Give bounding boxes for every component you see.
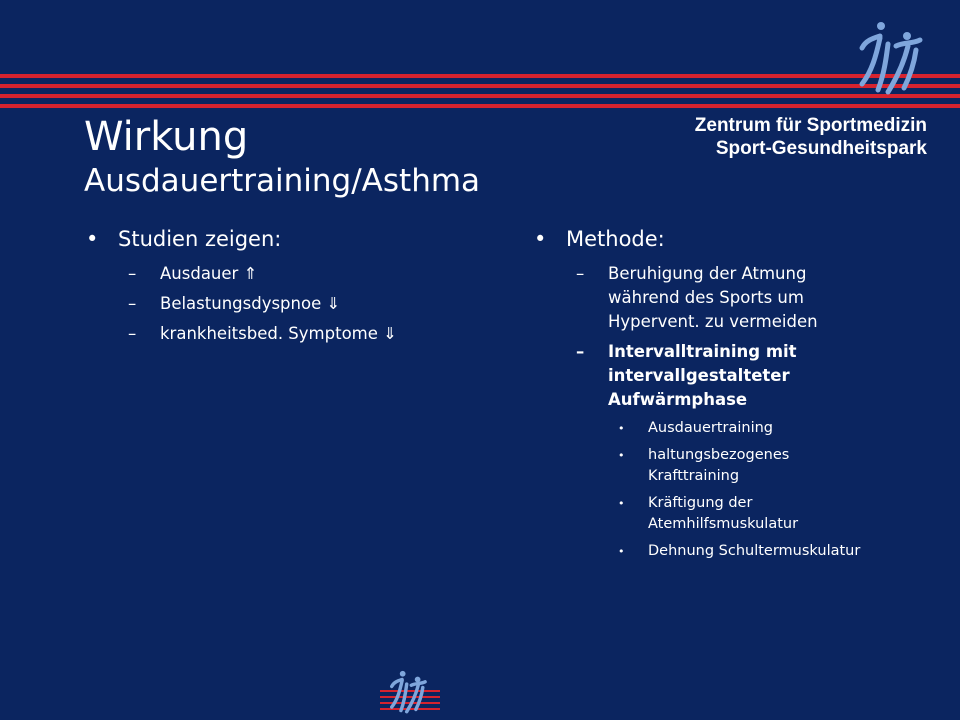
- bullet-marker: •: [618, 422, 625, 435]
- sub-sub-item-text: haltungsbezogenes Krafttraining: [648, 447, 790, 484]
- sub-item-text: krankheitsbed. Symptome ⇓: [160, 324, 397, 343]
- bullet-marker: •: [618, 545, 625, 558]
- bullet-method: [534, 226, 864, 252]
- slide-subtitle: Ausdauertraining/Asthma: [84, 163, 481, 199]
- sub-item-text: Ausdauer ⇑: [160, 264, 258, 283]
- dash-marker: –: [128, 264, 137, 283]
- bullet-text: Methode:: [566, 227, 665, 251]
- bullet-text: Studien zeigen:: [118, 227, 282, 251]
- bullet-marker: •: [534, 227, 547, 251]
- header-stripes: [0, 74, 960, 108]
- sub-item: [128, 322, 466, 346]
- org-line-1: Zentrum für Sportmedizin: [694, 115, 927, 136]
- sub-item-text: Intervalltraining mit intervallgestalteter Aufwärmphase: [608, 342, 797, 409]
- bullet-marker: •: [86, 227, 99, 251]
- sub-sub-item: [618, 493, 864, 535]
- title-block: [84, 112, 480, 200]
- dash-marker: –: [576, 264, 585, 283]
- dash-marker: –: [128, 324, 137, 343]
- sub-sub-item-text: Kräftigung der Atemhilfsmuskulatur: [648, 495, 799, 532]
- org-line-2: Sport-Gesundheitspark: [715, 138, 927, 159]
- sport-figures-logo-icon: [852, 16, 932, 96]
- sub-item-text: Belastungsdyspnoe ⇓: [160, 294, 341, 313]
- bullet-marker: •: [618, 449, 625, 462]
- slide-title: Wirkung: [84, 114, 249, 160]
- sub-item: [576, 262, 864, 334]
- dash-marker: –: [576, 342, 585, 361]
- sport-figures-logo-small-icon: [386, 668, 432, 714]
- sub-item-text: Beruhigung der Atmung während des Sports um Hypervent. zu vermeiden: [608, 264, 818, 331]
- dash-marker: –: [128, 294, 137, 313]
- sub-sub-item: [618, 445, 864, 487]
- bullet-marker: •: [618, 497, 625, 510]
- sub-sub-item: [618, 418, 864, 439]
- right-column: [534, 226, 864, 568]
- left-column: [86, 226, 466, 352]
- sub-sub-item: [618, 541, 864, 562]
- sub-item: [128, 262, 466, 286]
- bullet-studies: [86, 226, 466, 252]
- organization-name: [695, 114, 927, 160]
- sub-item-highlighted: [576, 340, 864, 412]
- sub-sub-item-text: Ausdauertraining: [648, 420, 773, 436]
- sub-sub-item-text: Dehnung Schultermuskulatur: [648, 543, 861, 559]
- sub-item: [128, 292, 466, 316]
